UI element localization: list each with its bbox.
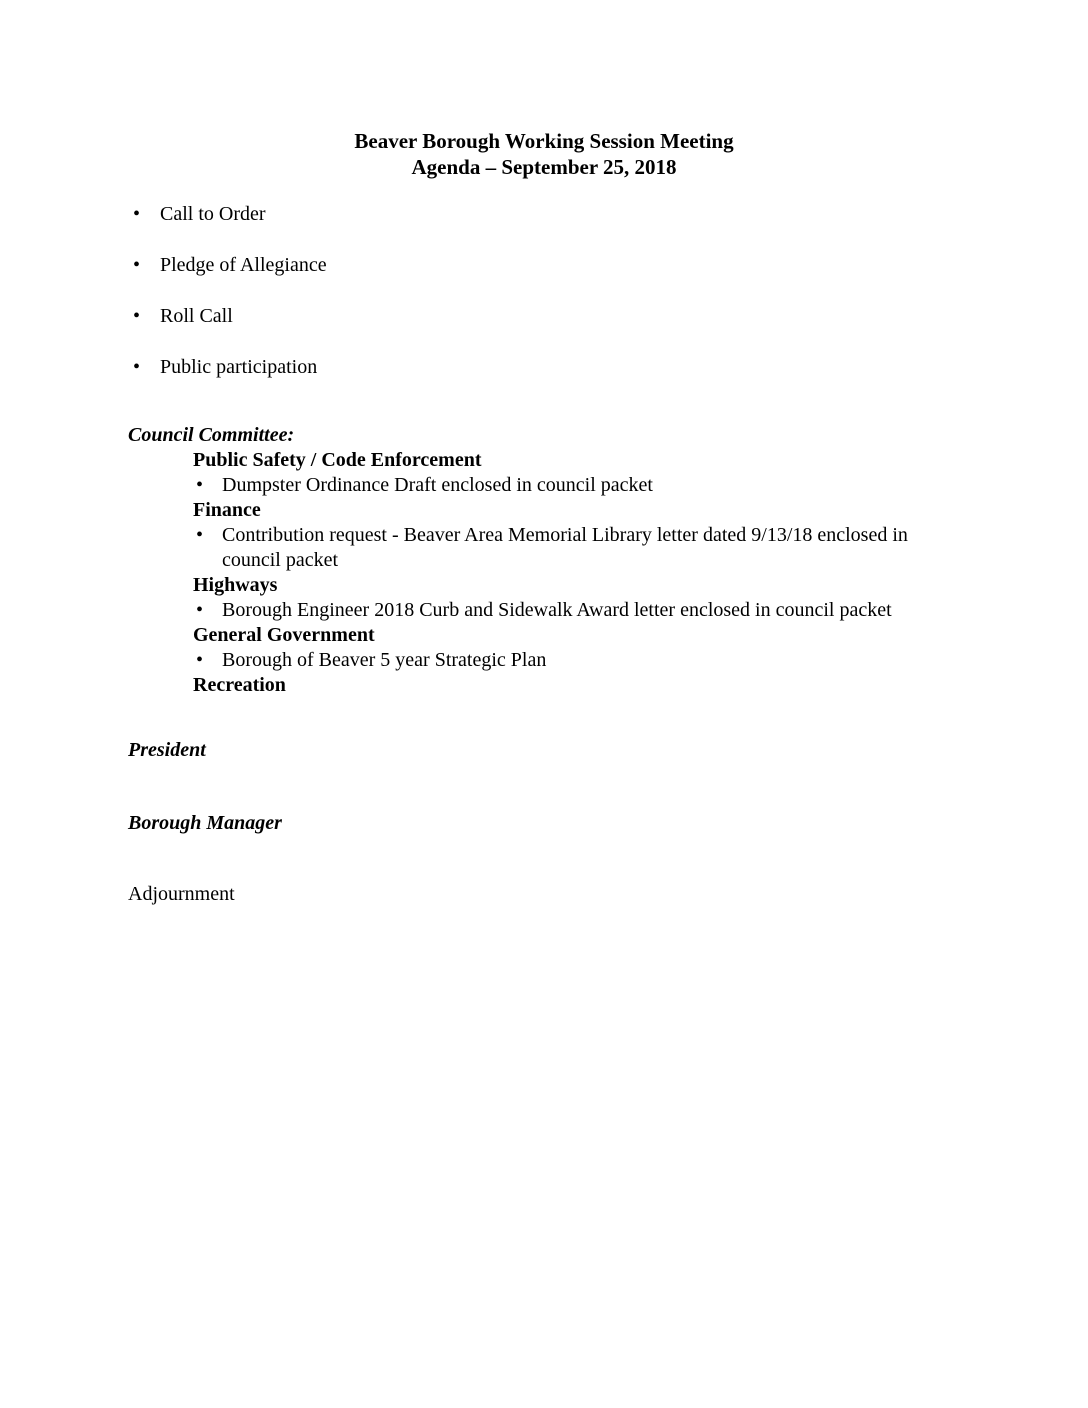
bullet-icon — [133, 304, 160, 328]
bullet-icon — [193, 523, 222, 548]
list-item — [193, 473, 960, 498]
list-item — [193, 598, 960, 623]
agenda-item-label: Roll Call — [160, 305, 233, 327]
title-line-1: Beaver Borough Working Session Meeting — [354, 129, 734, 153]
adjournment-heading: Adjournment — [128, 883, 235, 905]
committee-name-highways: Highways — [193, 574, 278, 596]
agenda-list — [0, 202, 1088, 379]
bullet-icon — [133, 202, 160, 226]
committee-name-public-safety: Public Safety / Code Enforcement — [193, 449, 482, 471]
agenda-item-label: Pledge of Allegiance — [160, 254, 327, 276]
bullet-icon — [193, 598, 222, 623]
title-line-2: Agenda – September 25, 2018 — [411, 155, 677, 179]
agenda-item-label: Call to Order — [160, 203, 266, 225]
bullet-icon — [193, 473, 222, 498]
bullet-icon — [193, 648, 222, 673]
committee-name-finance: Finance — [193, 499, 261, 521]
committee-item-label: Contribution request - Beaver Area Memorial Library letter dated 9/13/18 enclosed in council packet — [222, 524, 908, 571]
list-item — [133, 253, 1088, 277]
borough-manager-heading: Borough Manager — [128, 812, 282, 834]
list-item — [133, 355, 1088, 379]
list-item — [193, 523, 960, 573]
bullet-icon — [133, 355, 160, 379]
document-title — [0, 0, 1088, 180]
committee-item-label: Dumpster Ordinance Draft enclosed in council packet — [222, 474, 653, 496]
agenda-item-label: Public participation — [160, 356, 318, 378]
list-item — [193, 648, 960, 673]
council-committee-heading: Council Committee: — [128, 424, 295, 446]
committee-sections — [128, 448, 960, 698]
list-item — [133, 202, 1088, 226]
committee-name-general-government: General Government — [193, 624, 375, 646]
president-heading: President — [128, 739, 206, 761]
council-committee-section — [0, 423, 960, 698]
committee-item-label: Borough Engineer 2018 Curb and Sidewalk Award letter enclosed in council packet — [222, 599, 892, 621]
bullet-icon — [133, 253, 160, 277]
committee-item-label: Borough of Beaver 5 year Strategic Plan — [222, 649, 547, 671]
committee-name-recreation: Recreation — [193, 674, 286, 696]
list-item — [133, 304, 1088, 328]
